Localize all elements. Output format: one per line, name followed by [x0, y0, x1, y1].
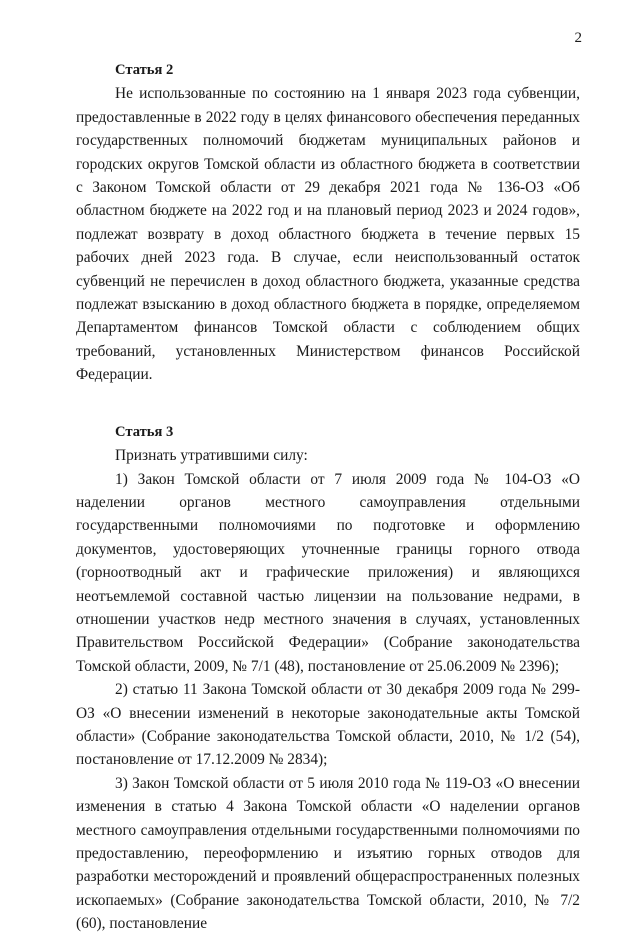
article-heading: Статья 2	[115, 62, 174, 78]
article-paragraph: Признать утратившими силу:	[115, 447, 308, 465]
article-list-item-3: 3) Закон Томской области от 5 июля 2010 года № 119-ОЗ «О внесении изменения в статью 4 Закона Томской области «О наделении органов местного самоуправления отдельными государственными полномочиями по предоставлению, переоформлению и изъятию горных отводов для разработки месторождений и проявлений общераспространенных полезных ископаемых» (Собрание законодательства Томской области, 2010, № 7/2 (60), постановление	[76, 774, 580, 933]
article-list-item-2: 2) статью 11 Закона Томской области от 30 декабря 2009 года № 299-ОЗ «О внесении изменений в некоторые законодательные акты Томской области» (Собрание законодательства Томской области, 2010, № 1/2 (54), постановление от 17.12.2009 № 2834);	[76, 681, 580, 769]
article-list-item-1: 1) Закон Томской области от 7 июля 2009 года № 104-ОЗ «О наделении органов местного самоуправления отдельными государственными полномочиями по подготовке и оформлению документов, удостоверяющих уточненные границы горного отвода (горноотводный акт и графические приложения) и являющихся неотъемлемой составной частью лицензии на пользование недрами, в отношении участков недр местного значения в случаях, установленных Правительством Российской Федерации» (Собрание законодательства Томской области, 2009, № 7/1 (48), постановление от 25.06.2009 № 2396);	[76, 470, 580, 675]
article-paragraph: Не использованные по состоянию на 1 января 2023 года субвенции, предоставленные в 2022 году в целях финансового обеспечения переданных государственных полномочий бюджетам муниципальных районов и городских округов Томской области из областного бюджета в соответствии с Законом Томской области от 29 декабря 2021 года № 136-ОЗ «Об областном бюджете на 2022 год и на плановый период 2023 и 2024 годов», подлежат возврату в доход областного бюджета в течение первых 15 рабочих дней 2023 года. В случае, если неиспользованный остаток субвенций не перечислен в доход областного бюджета, указанные средства подлежат взысканию в доход областного бюджета в порядке, определяемом Департаментом финансов Томской области с соблюдением общих требований, установленных Министерством финансов Российской Федерации.	[76, 85, 580, 384]
document-body	[76, 59, 580, 936]
article-2	[76, 59, 580, 387]
article-heading: Статья 3	[115, 423, 174, 440]
page-number: 2	[574, 30, 582, 46]
article-3	[76, 421, 580, 936]
